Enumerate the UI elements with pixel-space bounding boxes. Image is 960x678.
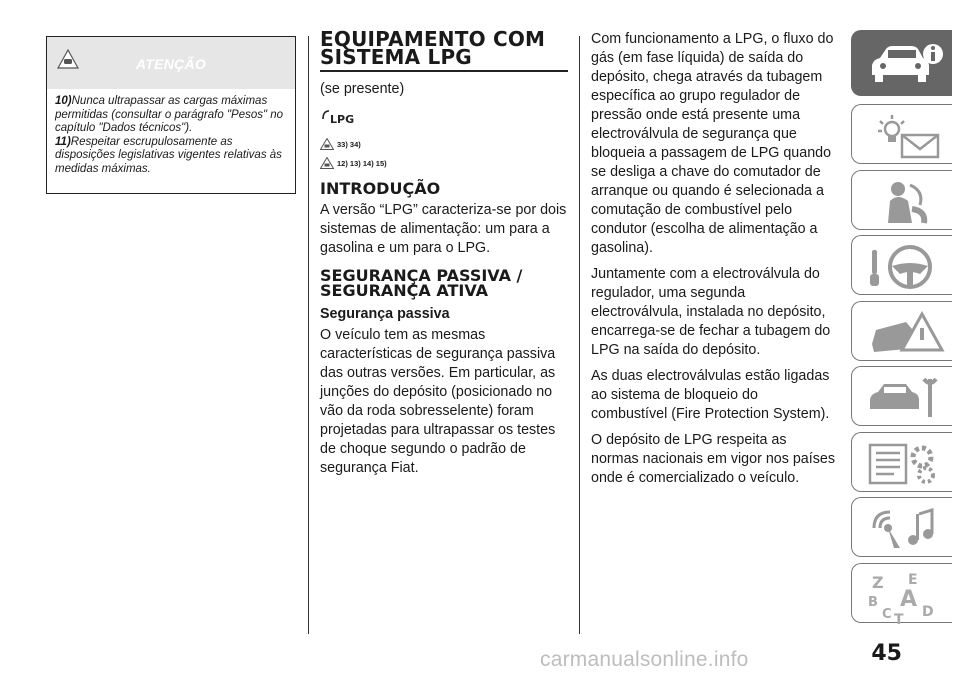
technical-data-icon bbox=[866, 441, 946, 487]
steering-wheel-icon bbox=[866, 244, 946, 290]
svg-text:E: E bbox=[908, 571, 918, 588]
warning-item: 11)Respeitar escrupulosamente as disposições legislativas vigentes relativas às medidas máximas. bbox=[55, 135, 282, 175]
tab-safety[interactable] bbox=[851, 170, 952, 230]
warning-item: 10)Nunca ultrapassar as cargas máximas permitidas (consultar o parágrafo "Pesos" no capítulo "Dados técnicos"). bbox=[55, 95, 284, 135]
paragraph: Com funcionamento a LPG, o fluxo do gás (em fase líquida) de saída do depósito, chega através da tubagem específica ao grupo regulador de pressão onde está presente uma electroválvula de segurança que bloqueia a passagem de LPG quando se desliga a chave do comutador de arranque ou quando é selecionada a comutação de combustível pelo condutor (escolha de alimentação a gasolina). bbox=[591, 31, 834, 256]
passive-text: O veículo tem as mesmas características de segurança passiva das outras versões. Em particular, as junções do depósito (posicionado no vão da roda sobresselente) foram projetadas para ultrapassar os testes de choque segundo o padrão de segurança Fiat. bbox=[320, 327, 556, 476]
main-column bbox=[320, 27, 568, 478]
paragraph: Juntamente com a electroválvula do regulador, uma segunda electroválvula, instalada no depósito, encarrega-se de fechar a tubagem do LPG na saída do depósito. bbox=[591, 266, 831, 358]
warning-box bbox=[46, 36, 296, 194]
svg-text:T: T bbox=[894, 611, 904, 624]
warning-lights-icon bbox=[866, 113, 946, 159]
tab-starting-driving[interactable] bbox=[851, 235, 952, 295]
tab-index[interactable] bbox=[851, 563, 952, 623]
caution-triangle-icon bbox=[320, 157, 334, 169]
svg-text:LPG: LPG bbox=[330, 113, 355, 126]
column-divider bbox=[579, 36, 580, 634]
column-divider bbox=[308, 36, 309, 634]
paragraph: O depósito de LPG respeita as normas nacionais em vigor nos países onde é comercializado o veículo. bbox=[591, 432, 835, 486]
alphabetical-index-icon bbox=[866, 572, 946, 624]
warning-references: 12) 13) 14) 15) bbox=[320, 157, 568, 169]
title-rule bbox=[320, 70, 568, 72]
tab-knowing-the-car[interactable] bbox=[851, 30, 952, 96]
warning-body bbox=[47, 89, 295, 177]
svg-text:D: D bbox=[922, 603, 934, 620]
safety-airbag-icon bbox=[866, 179, 946, 225]
lpg-badge-icon bbox=[320, 105, 356, 127]
car-maintenance-icon bbox=[866, 375, 946, 421]
car-info-icon bbox=[866, 39, 946, 89]
svg-text:B: B bbox=[868, 594, 878, 610]
tab-servicing-maintenance[interactable] bbox=[851, 366, 952, 426]
page-number: 45 bbox=[871, 641, 902, 666]
watermark: carmanualsonline.info bbox=[540, 648, 749, 671]
right-column bbox=[591, 30, 837, 488]
warning-triangle-icon bbox=[320, 138, 334, 150]
emergency-breakdown-icon bbox=[866, 310, 946, 356]
svg-text:Z: Z bbox=[872, 572, 884, 592]
multimedia-icon bbox=[866, 506, 946, 552]
warning-header bbox=[47, 37, 295, 89]
passive-subheading: Segurança passiva bbox=[320, 306, 450, 322]
warning-title: ATENÇÃO bbox=[135, 56, 207, 72]
svg-text:A: A bbox=[900, 586, 918, 612]
tab-warning-lights[interactable] bbox=[851, 104, 952, 164]
safety-heading: SEGURANÇA PASSIVA / SEGURANÇA ATIVA bbox=[320, 266, 523, 300]
intro-text: A versão “LPG” caracteriza-se por dois sistemas de alimentação: um para a gasolina e um para o LPG. bbox=[320, 202, 567, 256]
intro-heading: INTRODUÇÃO bbox=[320, 179, 441, 198]
section-title: EQUIPAMENTO COM SISTEMA LPG bbox=[320, 27, 546, 69]
paragraph: As duas electroválvulas estão ligadas ao sistema de bloqueio do combustível (Fire Protection System). bbox=[591, 368, 830, 422]
optional-note: (se presente) bbox=[320, 81, 405, 97]
warning-references: 33) 34) bbox=[320, 138, 568, 150]
tab-technical-data[interactable] bbox=[851, 432, 952, 492]
tab-multimedia[interactable] bbox=[851, 497, 952, 557]
svg-text:C: C bbox=[882, 606, 892, 622]
chapter-sidebar bbox=[851, 30, 953, 628]
tab-in-an-emergency[interactable] bbox=[851, 301, 952, 361]
